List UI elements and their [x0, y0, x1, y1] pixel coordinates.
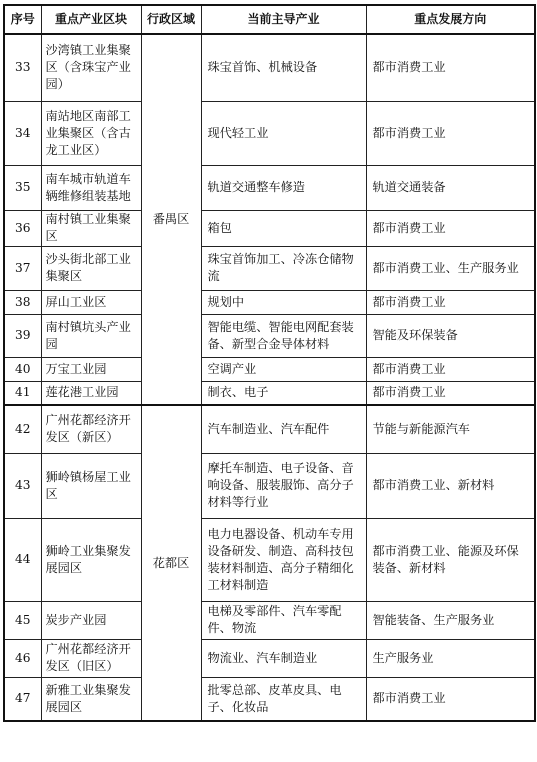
row-block-name: 南村镇工业集聚区 — [41, 210, 141, 246]
row-development-direction: 都市消费工业 — [366, 101, 535, 165]
row-current-industry: 电梯及零部件、汽车零配件、物流 — [201, 601, 366, 639]
header-direction: 重点发展方向 — [366, 5, 535, 34]
row-current-industry: 汽车制造业、汽车配件 — [201, 405, 366, 453]
row-block-name: 新雅工业集聚发展园区 — [41, 677, 141, 721]
row-current-industry: 智能电缆、智能电网配套装备、新型合金导体材料 — [201, 314, 366, 357]
row-current-industry: 物流业、汽车制造业 — [201, 639, 366, 677]
table-row — [4, 357, 535, 381]
row-serial: 47 — [4, 677, 41, 721]
row-development-direction: 轨道交通装备 — [366, 165, 535, 210]
district-cell: 番禺区 — [141, 34, 201, 405]
table-row — [4, 290, 535, 314]
row-development-direction: 都市消费工业、新材料 — [366, 453, 535, 518]
table-row — [4, 405, 535, 453]
row-block-name: 沙湾镇工业集聚区（含珠宝产业园） — [41, 34, 141, 101]
row-development-direction: 都市消费工业、生产服务业 — [366, 246, 535, 290]
row-serial: 37 — [4, 246, 41, 290]
row-development-direction: 都市消费工业 — [366, 290, 535, 314]
row-block-name: 屏山工业区 — [41, 290, 141, 314]
row-serial: 46 — [4, 639, 41, 677]
row-serial: 44 — [4, 518, 41, 601]
table-row — [4, 601, 535, 639]
row-serial: 40 — [4, 357, 41, 381]
row-serial: 35 — [4, 165, 41, 210]
table-body — [4, 34, 535, 721]
table-row — [4, 246, 535, 290]
row-block-name: 狮岭工业集聚发展园区 — [41, 518, 141, 601]
table-row — [4, 34, 535, 101]
header-serial: 序号 — [4, 5, 41, 34]
row-development-direction: 智能装备、生产服务业 — [366, 601, 535, 639]
row-serial: 43 — [4, 453, 41, 518]
row-serial: 33 — [4, 34, 41, 101]
row-serial: 42 — [4, 405, 41, 453]
row-serial: 34 — [4, 101, 41, 165]
table-row — [4, 677, 535, 721]
row-current-industry: 批零总部、皮革皮具、电子、化妆品 — [201, 677, 366, 721]
table-row — [4, 381, 535, 405]
row-development-direction: 都市消费工业 — [366, 381, 535, 405]
table-row — [4, 101, 535, 165]
row-block-name: 炭步产业园 — [41, 601, 141, 639]
table-row — [4, 210, 535, 246]
row-current-industry: 箱包 — [201, 210, 366, 246]
row-current-industry: 珠宝首饰、机械设备 — [201, 34, 366, 101]
row-current-industry: 规划中 — [201, 290, 366, 314]
row-block-name: 南站地区南部工业集聚区（含古龙工业区） — [41, 101, 141, 165]
table-header-row — [4, 5, 535, 34]
row-current-industry: 现代轻工业 — [201, 101, 366, 165]
row-block-name: 南车城市轨道车辆维修组装基地 — [41, 165, 141, 210]
row-development-direction: 都市消费工业 — [366, 34, 535, 101]
row-serial: 38 — [4, 290, 41, 314]
row-development-direction: 都市消费工业 — [366, 210, 535, 246]
row-block-name: 广州花都经济开发区（新区） — [41, 405, 141, 453]
table-row — [4, 518, 535, 601]
row-block-name: 沙头街北部工业集聚区 — [41, 246, 141, 290]
header-industry: 当前主导产业 — [201, 5, 366, 34]
row-current-industry: 摩托车制造、电子设备、音响设备、服装服饰、高分子材料等行业 — [201, 453, 366, 518]
row-current-industry: 空调产业 — [201, 357, 366, 381]
row-current-industry: 电力电器设备、机动车专用设备研发、制造、高科技包装材料制造、高分子精细化工材料制造 — [201, 518, 366, 601]
row-serial: 36 — [4, 210, 41, 246]
table-row — [4, 165, 535, 210]
row-block-name: 广州花都经济开发区（旧区） — [41, 639, 141, 677]
row-current-industry: 制衣、电子 — [201, 381, 366, 405]
row-development-direction: 节能与新能源汽车 — [366, 405, 535, 453]
row-current-industry: 珠宝首饰加工、冷冻仓储物流 — [201, 246, 366, 290]
industry-block-table — [3, 4, 536, 722]
row-development-direction: 都市消费工业 — [366, 677, 535, 721]
row-development-direction: 都市消费工业、能源及环保装备、新材料 — [366, 518, 535, 601]
row-serial: 45 — [4, 601, 41, 639]
header-block: 重点产业区块 — [41, 5, 141, 34]
row-serial: 41 — [4, 381, 41, 405]
row-serial: 39 — [4, 314, 41, 357]
row-block-name: 万宝工业园 — [41, 357, 141, 381]
row-block-name: 狮岭镇杨屋工业区 — [41, 453, 141, 518]
row-block-name: 南村镇坑头产业园 — [41, 314, 141, 357]
table-row — [4, 639, 535, 677]
table-row — [4, 314, 535, 357]
district-cell: 花都区 — [141, 405, 201, 721]
row-development-direction: 智能及环保装备 — [366, 314, 535, 357]
row-development-direction: 生产服务业 — [366, 639, 535, 677]
row-block-name: 莲花港工业园 — [41, 381, 141, 405]
row-current-industry: 轨道交通整车修造 — [201, 165, 366, 210]
row-development-direction: 都市消费工业 — [366, 357, 535, 381]
table-row — [4, 453, 535, 518]
header-district: 行政区域 — [141, 5, 201, 34]
